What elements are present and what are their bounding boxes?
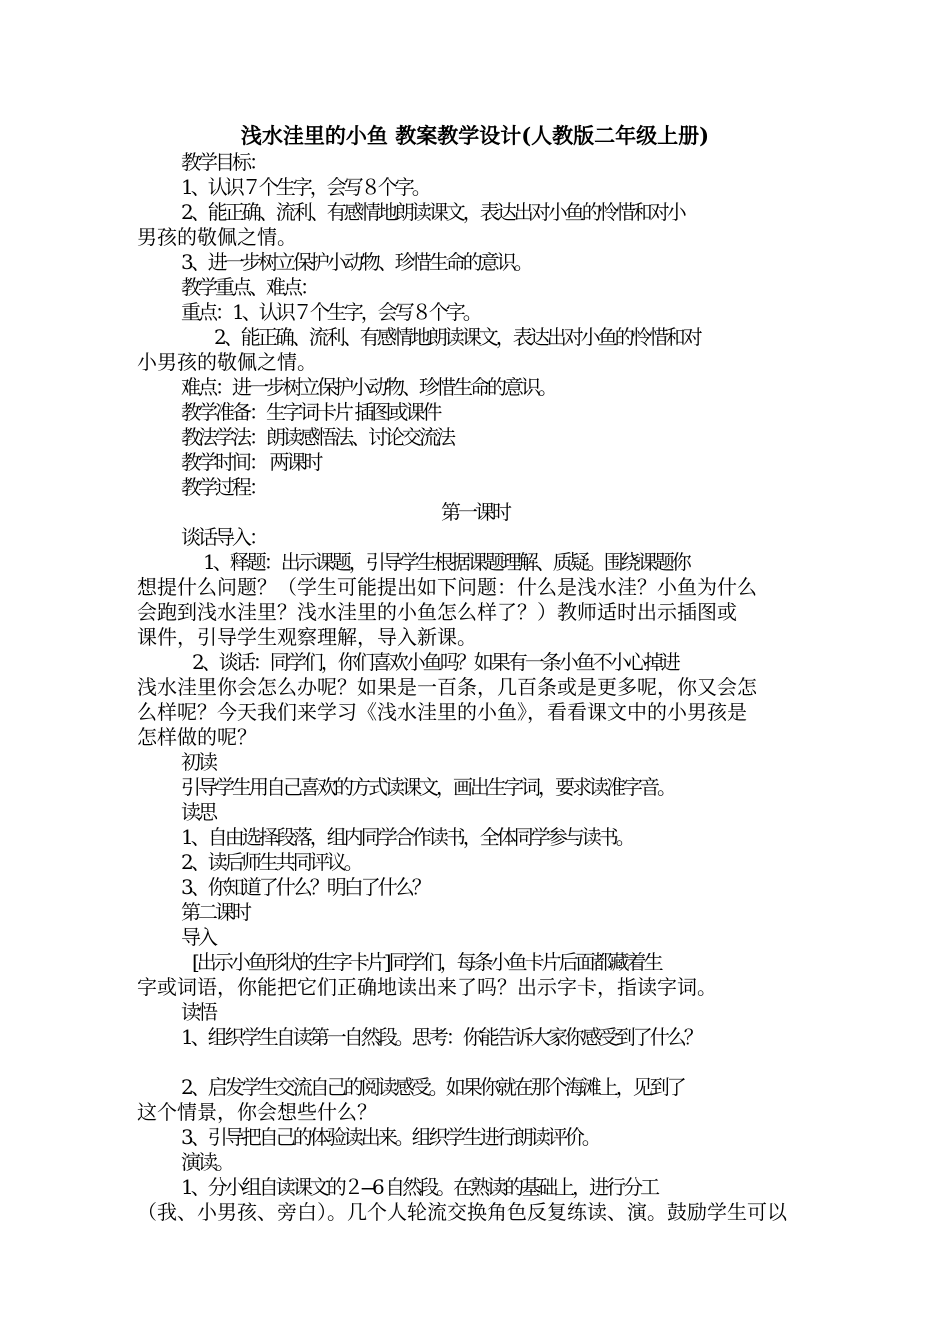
text-line: 字或词语，你能把它们正确地读出来了吗？出示字卡，指读字词。	[137, 975, 717, 999]
text-line: [出示小鱼形状的生字卡片]同学们，每条小鱼卡片后面都藏着生	[192, 950, 661, 974]
text-line: 2、能正确、流利、有感情地朗读课文，表达出对小鱼的怜惜和对小	[181, 200, 684, 224]
section-heading-lesson-1: 第一课时	[441, 500, 509, 524]
text-line: 读思	[181, 800, 215, 824]
text-line: 想提什么问题？（学生可能提出如下问题：什么是浅水洼？小鱼为什么	[137, 575, 757, 599]
text-line: 初读	[181, 750, 215, 774]
text-line: 会跑到浅水洼里？浅水洼里的小鱼怎么样了？）教师适时出示插图或	[137, 600, 737, 624]
text-line: 引导学生用自己喜欢的方式读课文，画出生字词，要求读准字音。	[181, 775, 674, 799]
text-line: 教学过程：	[181, 475, 266, 499]
text-line: 导入	[181, 925, 215, 949]
text-line: 1、释题：出示课题，引导学生根据课题理解、质疑。围绕课题你	[203, 550, 689, 574]
text-line: 教法学法：朗读感悟法、讨论交流法	[181, 425, 453, 449]
text-line: 教学时间： 两课时	[181, 450, 321, 474]
text-line: 2、启发学生交流自己的阅读感受。如果你就在那个海滩上，见到了	[181, 1075, 684, 1099]
text-line: 男孩的敬佩之情。	[137, 225, 297, 249]
text-line: （我、小男孩、旁白）。几个人轮流交换角色反复练读、演。鼓励学生可以	[137, 1200, 787, 1224]
text-line: 2、能正确、流利、有感情地朗读课文，表达出对小鱼的怜惜和对	[214, 325, 700, 349]
text-line: 这个情景，你会想些什么？	[137, 1100, 377, 1124]
text-line: 重点：1、认识７个生字，会写８个字。	[181, 300, 480, 324]
text-line: 难点：进一步树立保护小动物、珍惜生命的意识。	[181, 375, 555, 399]
text-line: 2、谈话：同学们，你们喜欢小鱼吗？如果有一条小鱼不小心掉进	[192, 650, 678, 674]
text-line: 浅水洼里你会怎么办呢？如果是一百条，几百条或是更多呢，你又会怎	[137, 675, 757, 699]
text-line: 教学重点、难点：	[181, 275, 317, 299]
text-line: 2、读后师生共同评议。	[181, 850, 361, 874]
text-line: 么样呢？今天我们来学习《浅水洼里的小鱼》，看看课文中的小男孩是	[137, 700, 747, 724]
text-line: 读悟	[181, 1000, 215, 1024]
document-title: 浅水洼里的小鱼 教案教学设计(人教版二年级上册)	[240, 123, 710, 148]
text-line: 教学准备：生字词卡片 插图或课件	[181, 400, 440, 424]
text-line: 演读。	[181, 1150, 232, 1174]
text-line: 教学目标：	[181, 150, 266, 174]
text-line: 1、组织学生自读第一自然段。思考：你能告诉大家你感受到了什么？	[181, 1025, 701, 1049]
text-line: 怎样做的呢？	[137, 725, 257, 749]
text-line: 1、认识７个生字，会写８个字。	[181, 175, 429, 199]
text-line: 1、分小组自读课文的２---6 自然段。在熟读的基础上，进行分工	[181, 1175, 658, 1199]
text-line: 3、你知道了什么？明白了什么？	[181, 875, 429, 899]
text-line: 课件，引导学生观察理解，导入新课。	[137, 625, 477, 649]
text-line: 谈话导入：	[181, 525, 266, 549]
text-line: 1、自由选择段落，组内同学合作读书，全体同学参与读书。	[181, 825, 633, 849]
text-line: 3、进一步树立保护小动物、珍惜生命的意识。	[181, 250, 531, 274]
text-line: 小男孩的敬佩之情。	[137, 350, 317, 374]
text-line: 3、引导把自己的体验读出来。组织学生进行朗读评价。	[181, 1125, 599, 1149]
section-heading-lesson-2: 第二课时	[181, 900, 249, 924]
